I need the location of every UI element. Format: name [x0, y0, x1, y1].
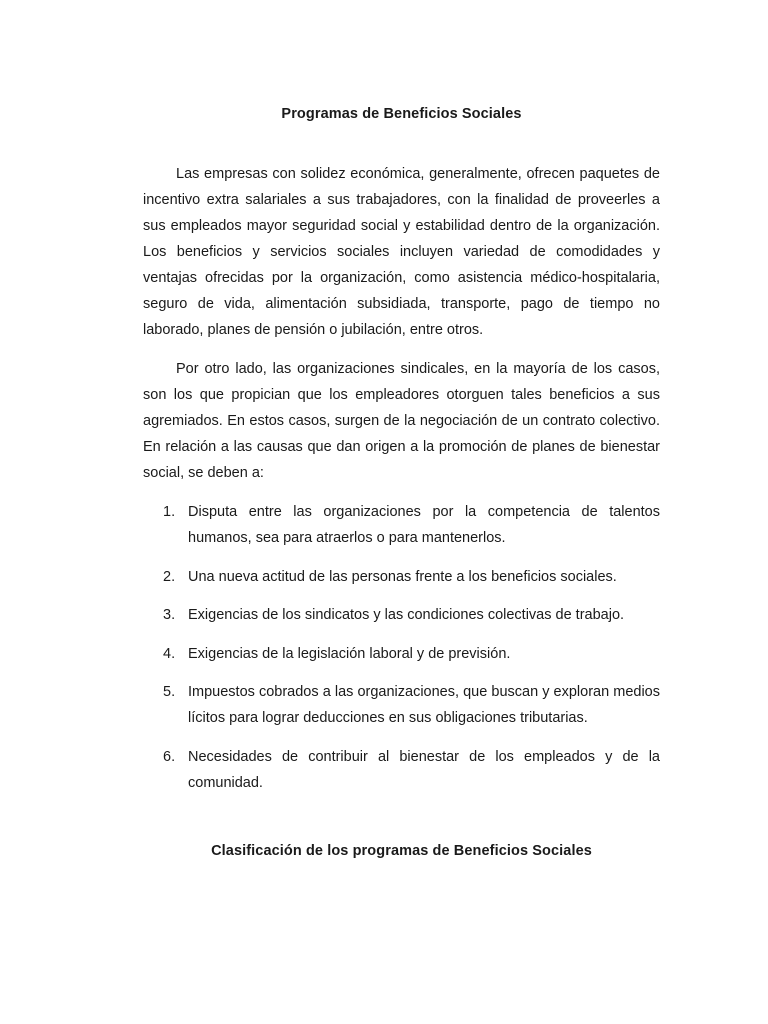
list-item-number: 6.	[163, 748, 176, 765]
document-heading: Programas de Beneficios Sociales	[281, 106, 522, 122]
list-item	[143, 499, 660, 551]
list-item	[143, 564, 660, 590]
document-subheading: Clasificación de los programas de Beneficios Sociales	[211, 843, 592, 859]
list-item-number: 4.	[163, 645, 176, 662]
paragraph-unions: Por otro lado, las organizaciones sindicales, en la mayoría de los casos, son los que propician que los empleadores otorguen tales beneficios a sus agremiados. En estos casos, surgen de la negociación de un contrato colectivo. En relación a las causas que dan origen a la promoción de planes de bienestar social, se deben a:	[143, 361, 660, 481]
list-item-text: Una nueva actitud de las personas frente a los beneficios sociales.	[188, 568, 617, 585]
list-item-number: 2.	[163, 568, 176, 585]
list-item	[143, 602, 660, 628]
list-item-text: Exigencias de la legislación laboral y de previsión.	[188, 645, 511, 662]
list-item-number: 5.	[163, 684, 176, 700]
causes-list	[143, 499, 660, 808]
list-item-text: Impuestos cobrados a las organizaciones, que buscan y exploran medios lícitos para lograr deducciones en sus obligaciones tributarias.	[188, 684, 660, 726]
list-item	[143, 641, 660, 667]
list-item	[143, 679, 660, 731]
list-item-number: 3.	[163, 607, 176, 623]
list-item-text: Exigencias de los sindicatos y las condiciones colectivas de trabajo.	[188, 607, 625, 623]
list-item-text: Necesidades de contribuir al bienestar de los empleados y de la comunidad.	[188, 748, 660, 791]
list-item-text: Disputa entre las organizaciones por la competencia de talentos humanos, sea para atraerlos o para mantenerlos.	[188, 504, 660, 546]
list-item	[143, 744, 660, 796]
paragraph-intro: Las empresas con solidez económica, generalmente, ofrecen paquetes de incentivo extra salariales a sus trabajadores, con la finalidad de proveerles a sus empleados mayor seguridad social y estabilidad dentro de la organización. Los beneficios y servicios sociales incluyen variedad de comodidades y ventajas ofrecidas por la organización, como asistencia médico-hospitalaria, seguro de vida, alimentación subsidiada, transporte, pago de tiempo no laborado, planes de pensión o jubilación, entre otros.	[143, 166, 660, 338]
list-item-number: 1.	[163, 504, 176, 520]
